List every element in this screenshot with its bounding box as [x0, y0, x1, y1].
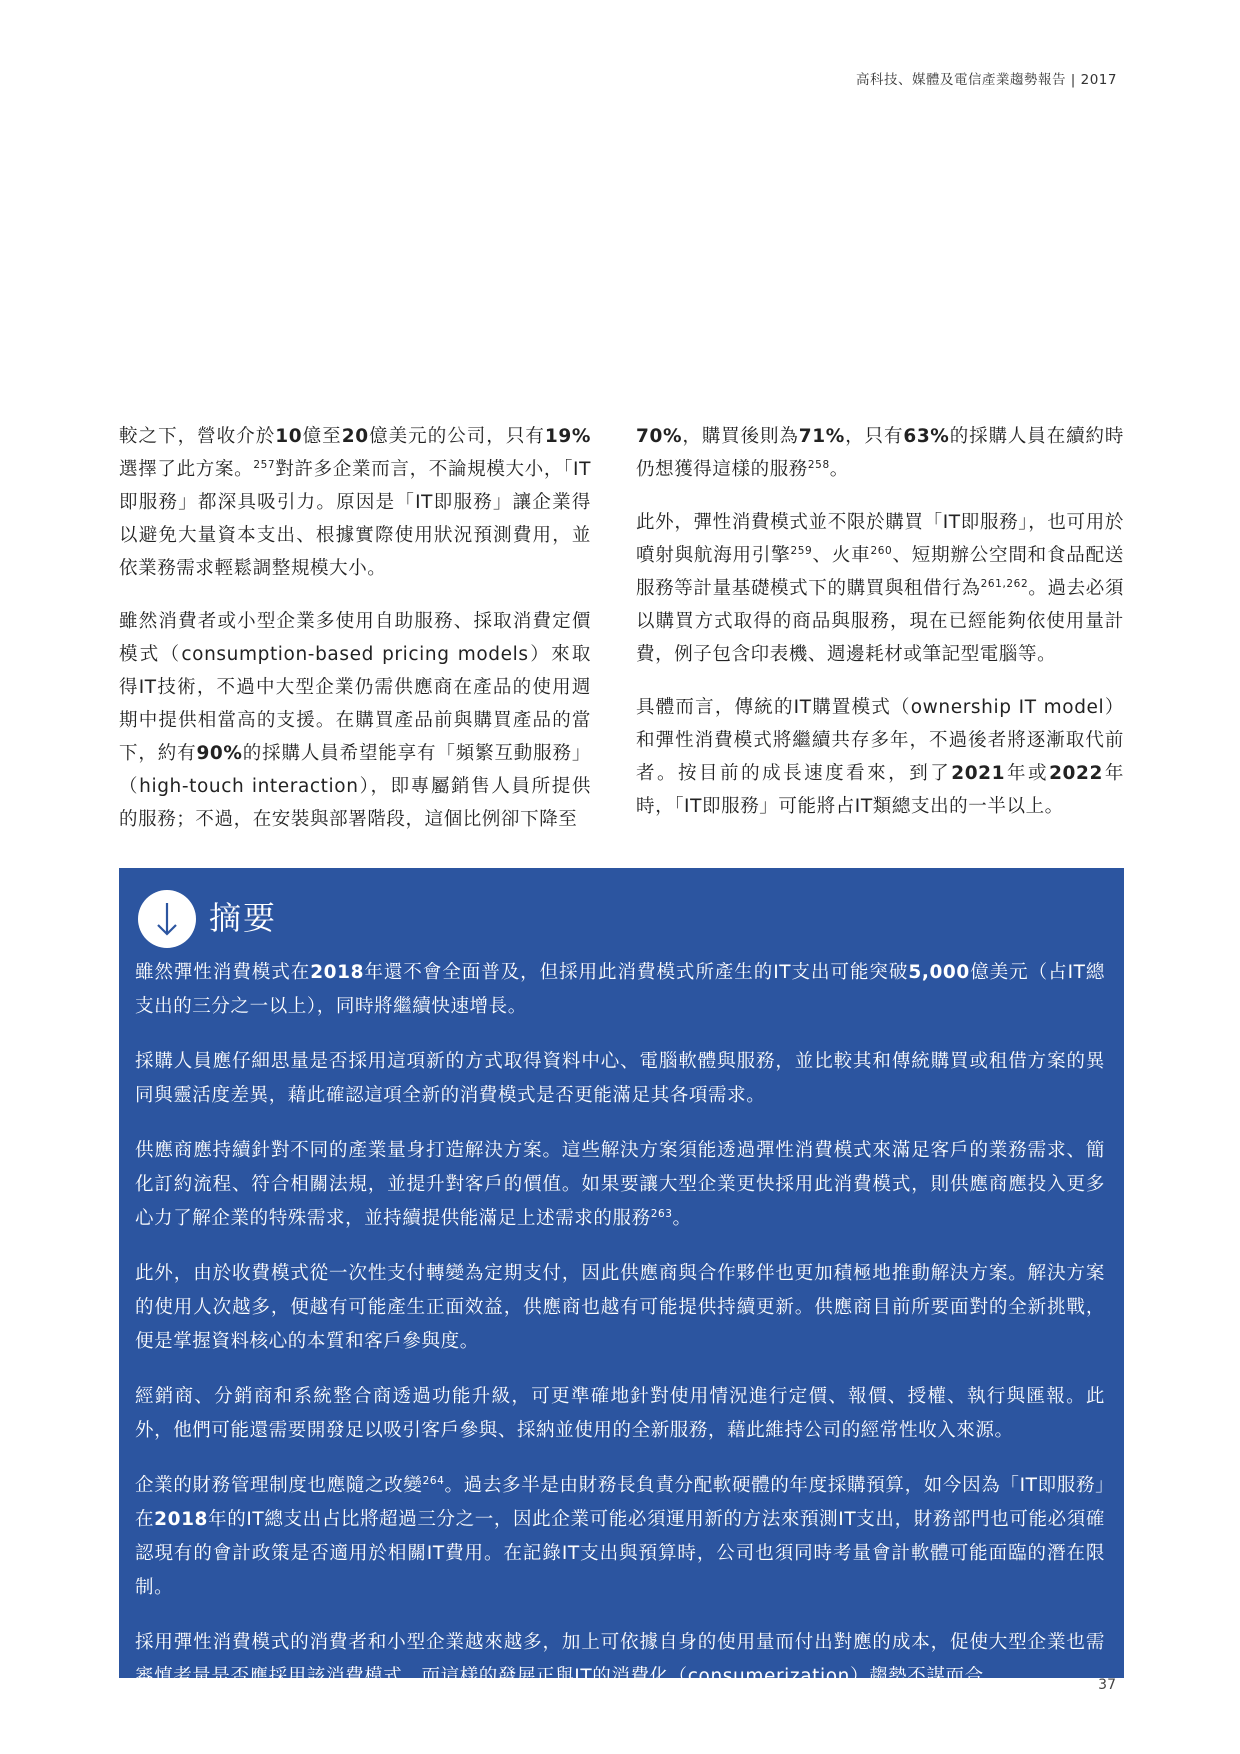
- footnote-ref: 260: [870, 545, 893, 557]
- arrow-down-circle-icon: [138, 890, 196, 948]
- report-header: 高科技、媒體及電信產業趨勢報告 | 2017: [856, 72, 1117, 88]
- footnote-ref: 264: [422, 1475, 445, 1487]
- summary-paragraph: 雖然彈性消費模式在2018年還不會全面普及，但採用此消費模式所產生的IT支出可能突破5,000億美元（占IT總支出的三分之一以上），同時將繼續快速增長。: [135, 962, 1106, 1017]
- summary-paragraph: 採購人員應仔細思量是否採用這項新的方式取得資料中心、電腦軟體與服務，並比較其和傳統購買或租借方案的異同與靈活度差異，藉此確認這項全新的消費模式是否更能滿足其各項需求。: [135, 1051, 1105, 1106]
- summary-title: 摘要: [209, 899, 278, 937]
- paragraph: 較之下，營收介於10億至20億美元的公司，只有19%選擇了此方案。$^{257}$對許多企業而言，不論規模大小，「IT即服務」都深具吸引力。原因是「IT即服務」讓企業得以避免大量資本支出、根據實際使用狀況預測費用，並依業務需求輕鬆調整規模大小。: [119, 426, 591, 579]
- paragraph: 此外，彈性消費模式並不限於購買「IT即服務」，也可用於噴射與航海用引擎$^{259}$、火車$^{260}$、短期辦公空間和食品配送服務等計量基礎模式下的購買與租借行為$^{261,262}$。過去必須以購買方式取得的商品與服務，現在已經能夠依使用量計費，例子包含印表機、週邊耗材或筆記型電腦等。: [636, 512, 1124, 665]
- footnote-ref: 259: [790, 545, 813, 557]
- footnote-ref: 263: [650, 1208, 673, 1220]
- right-column: [636, 420, 1124, 843]
- summary-paragraph: 此外，由於收費模式從一次性支付轉變為定期支付，因此供應商與合作夥伴也更加積極地推動解決方案。解決方案的使用人次越多，便越有可能產生正面效益，供應商也越有可能提供持續更新。供應商目前所要面對的全新挑戰，便是掌握資料核心的本質和客戶參與度。: [135, 1263, 1105, 1352]
- page-number: 37: [1098, 1677, 1116, 1693]
- summary-body: [135, 956, 1105, 1715]
- footnote-ref: 261,262: [980, 578, 1029, 590]
- footnote-ref: 258: [807, 459, 830, 471]
- summary-paragraph: 企業的財務管理制度也應隨之改變$^{264}$。過去多半是由財務長負責分配軟硬體的年度採購預算，如今因為「IT即服務」在2018年的IT總支出占比將超過三分之一，因此企業可能必須運用新的方法來預測IT支出，財務部門也可能必須確認現有的會計政策是否適用於相關IT費用。在記錄IT支出與預算時，公司也須同時考量會計軟體可能面臨的潛在限制。: [135, 1475, 1105, 1598]
- paragraph: 70%，購買後則為71%，只有63%的採購人員在續約時仍想獲得這樣的服務$^{258}$。: [636, 426, 1124, 480]
- footnote-ref: 257: [253, 459, 276, 471]
- summary-paragraph: 採用彈性消費模式的消費者和小型企業越來越多，加上可依據自身的使用量而付出對應的成本，促使大型企業也需審慎考量是否應採用該消費模式，而這樣的發展正與IT的消費化（consumerization）趨勢不謀而合。: [135, 1632, 1105, 1687]
- paragraph: 具體而言，傳統的IT購置模式（ownership IT model）和彈性消費模式將繼續共存多年，不過後者將逐漸取代前者。按目前的成長速度看來，到了2021年或2022年時，「IT即服務」可能將占IT類總支出的一半以上。: [636, 697, 1124, 817]
- summary-paragraph: 供應商應持續針對不同的產業量身打造解決方案。這些解決方案須能透過彈性消費模式來滿足客戶的業務需求、簡化訂約流程、符合相關法規，並提升對客戶的價值。如果要讓大型企業更快採用此消費模式，則供應商應投入更多心力了解企業的特殊需求，並持續提供能滿足上述需求的服務$^{263}$。: [135, 1140, 1105, 1229]
- left-column: [119, 420, 591, 856]
- summary-paragraph: 經銷商、分銷商和系統整合商透過功能升級，可更準確地針對使用情況進行定價、報價、授權、執行與匯報。此外，他們可能還需要開發足以吸引客戶參與、採納並使用的全新服務，藉此維持公司的經常性收入來源。: [135, 1386, 1105, 1441]
- paragraph: 雖然消費者或小型企業多使用自助服務、採取消費定價模式（consumption-based pricing models）來取得IT技術，不過中大型企業仍需供應商在產品的使用週期中提供相當高的支援。在購買產品前與購買產品的當下，約有90%的採購人員希望能享有「頻繁互動服務」（high-touch interaction），即專屬銷售人員所提供的服務；不過，在安裝與部署階段，這個比例卻下降至: [119, 611, 591, 830]
